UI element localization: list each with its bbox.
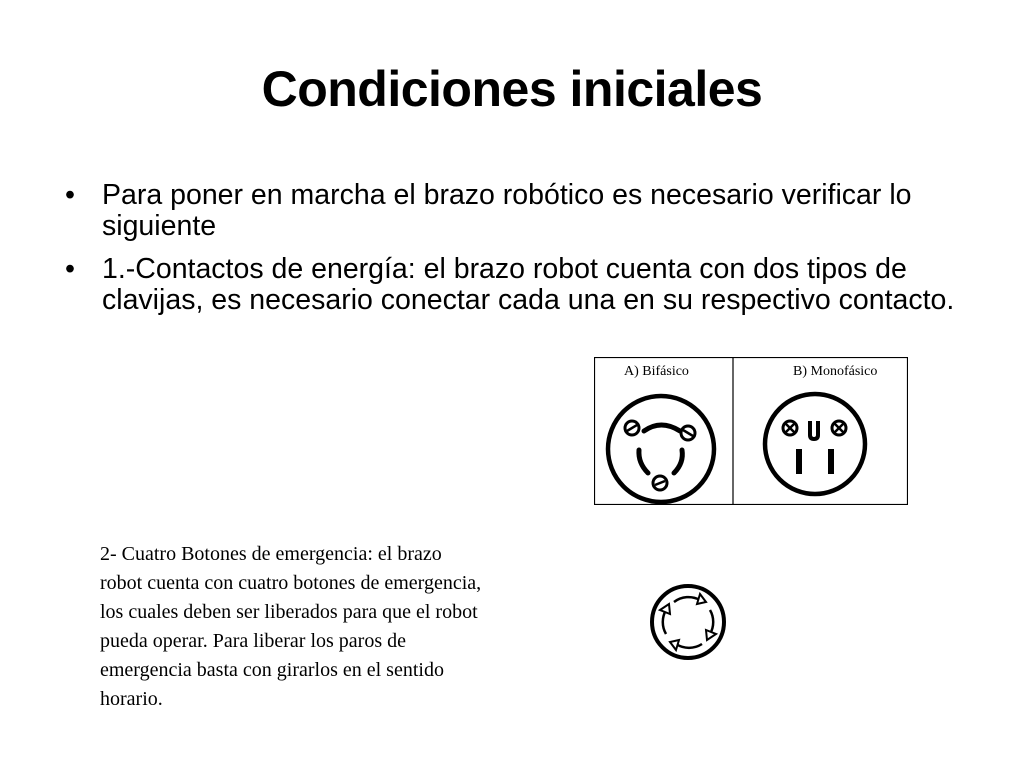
emergency-text-line: 2- Cuatro Botones de emergencia: el brazo: [100, 543, 442, 565]
bullet-marker: •: [65, 253, 75, 285]
bullet-item: [60, 254, 980, 316]
bullet-text: Para poner en marcha el brazo robótico es necesario verificar lo siguiente: [102, 179, 912, 242]
bullet-item: [60, 180, 980, 242]
emergency-text-line: los cuales deben ser liberados para que el robot: [100, 601, 478, 623]
emergency-text-line: robot cuenta con cuatro botones de emergencia,: [100, 572, 482, 594]
emergency-text-line: horario.: [100, 688, 163, 710]
figure-border: [595, 358, 908, 505]
rotate-arrows-icon: [648, 582, 728, 662]
emergency-buttons-text: [100, 540, 600, 714]
slide-title: Condiciones iniciales: [261, 61, 763, 117]
socket-types-figure: [594, 357, 908, 505]
emergency-text-line: pueda operar. Para liberar los paros de: [100, 630, 406, 652]
caption-monofasico: B) Monofásico: [793, 364, 878, 379]
bullet-text: 1.-Contactos de energía: el brazo robot cuenta con dos tipos de clavijas, es necesario conectar cada una en su respectivo contacto.: [102, 253, 955, 316]
emergency-text-line: emergencia basta con girarlos en el sentido: [100, 659, 444, 681]
bullet-marker: •: [65, 179, 75, 211]
bullet-list: [60, 180, 980, 328]
caption-bifasico: A) Bifásico: [624, 364, 689, 379]
